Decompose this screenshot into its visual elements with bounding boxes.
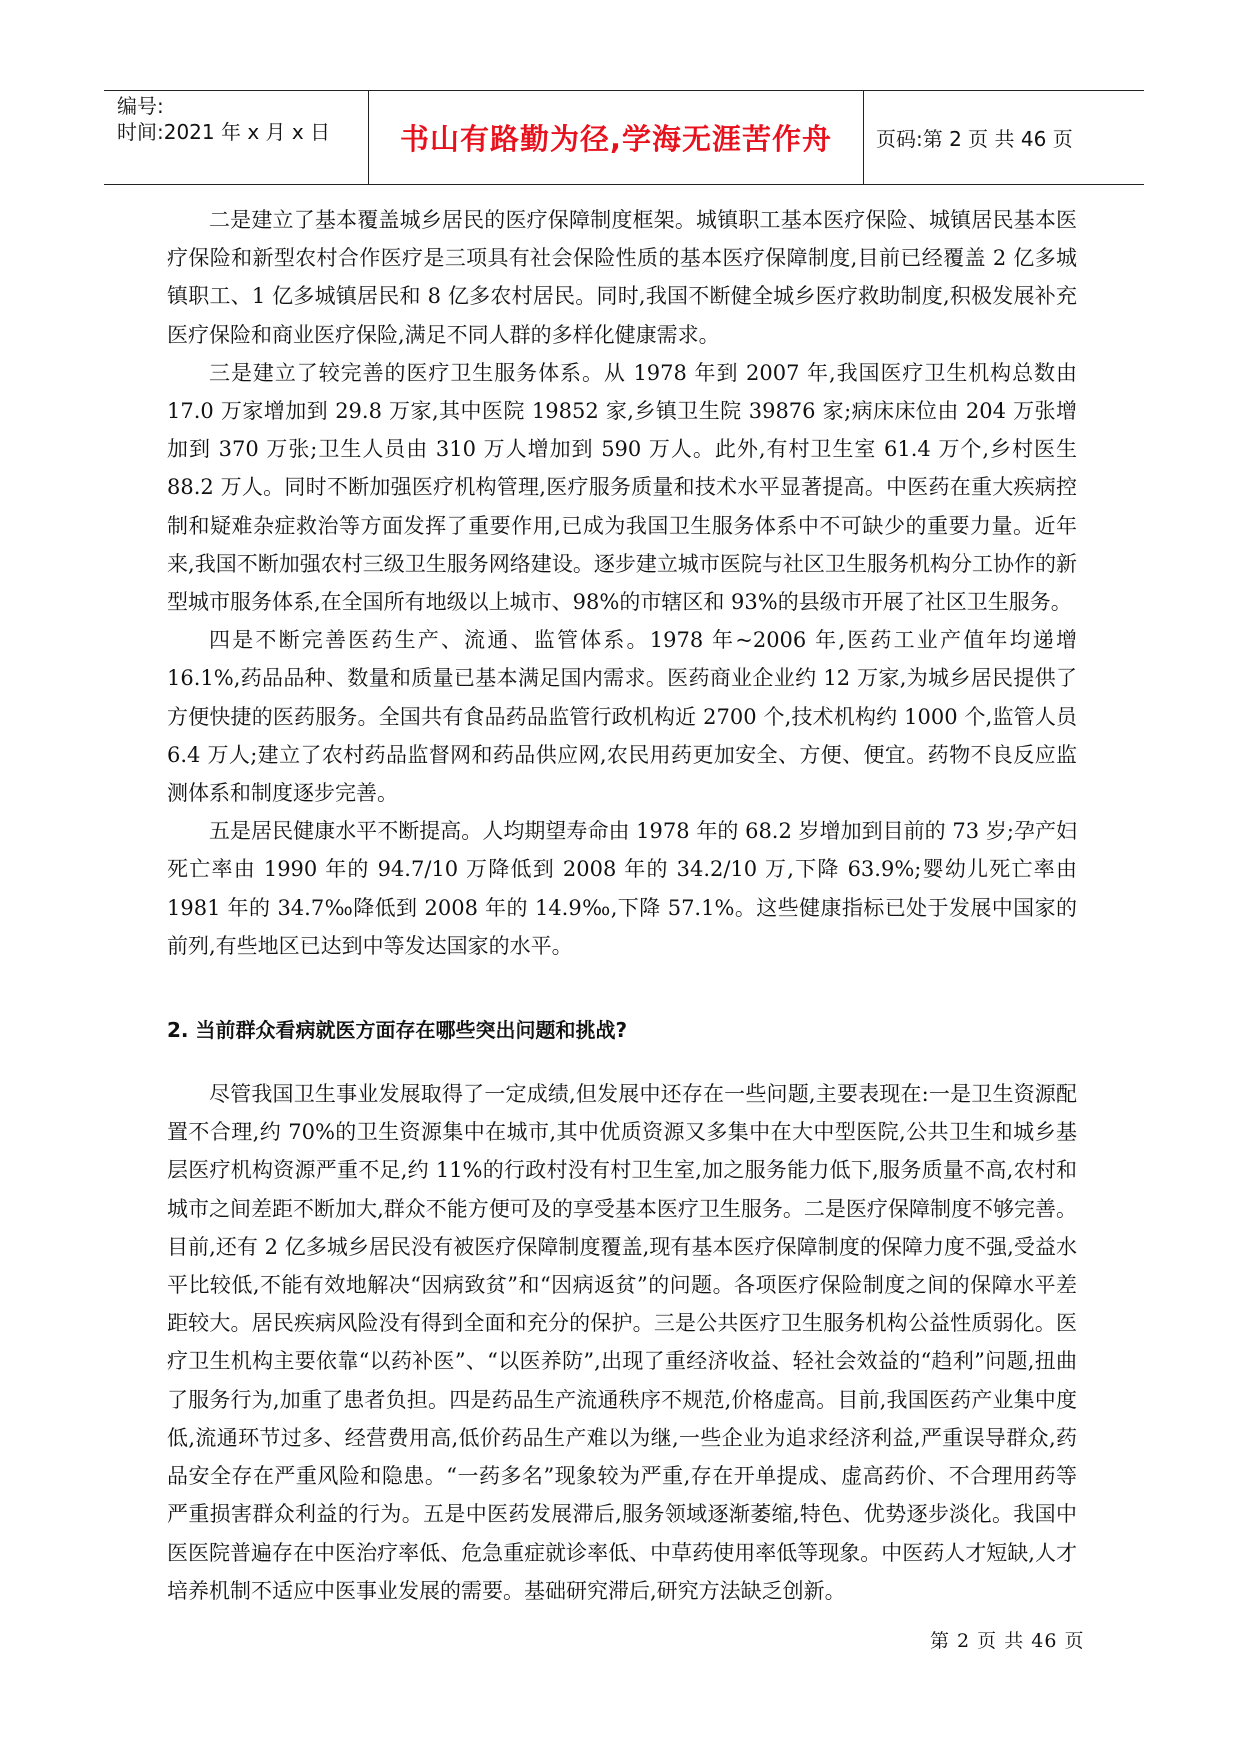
- paragraph-health-level: 五是居民健康水平不断提高。人均期望寿命由 1978 年的 68.2 岁增加到目前的 73 岁;孕产妇死亡率由 1990 年的 94.7/10 万降低到 2008 年的 34.2/10 万,下降 63.9%;婴幼儿死亡率由 1981 年的 34.7‰降低到 2008 年的 14.9‰,下降 57.1%。这些健康指标已处于发展中国家的前列,有些地区已达到中等发达国家的水平。: [167, 819, 1077, 958]
- paragraph-insurance: 二是建立了基本覆盖城乡居民的医疗保障制度框架。城镇职工基本医疗保险、城镇居民基本医疗保险和新型农村合作医疗是三项具有社会保险性质的基本医疗保障制度,目前已经覆盖 2 亿多城镇职工、1 亿多城镇居民和 8 亿多农村居民。同时,我国不断健全城乡医疗救助制度,积极发展补充医疗保险和商业医疗保险,满足不同人群的多样化健康需求。: [167, 208, 1077, 347]
- header-meta-cell: [104, 91, 368, 184]
- section-question-heading: 2. 当前群众看病就医方面存在哪些突出问题和挑战?: [167, 1018, 628, 1043]
- paragraph-service-system: 三是建立了较完善的医疗卫生服务体系。从 1978 年到 2007 年,我国医疗卫生机构总数由 17.0 万家增加到 29.8 万家,其中医院 19852 家,乡镇卫生院 39876 家;病床床位由 204 万张增加到 370 万张;卫生人员由 310 万人增加到 590 万人。此外,有村卫生室 61.4 万个,乡村医生 88.2 万人。同时不断加强医疗机构管理,医疗服务质量和技术水平显著提高。中医药在重大疾病控制和疑难杂症救治等方面发挥了重要作用,已成为我国卫生服务体系中不可缺少的重要力量。近年来,我国不断加强农村三级卫生服务网络建设。逐步建立城市医院与社区卫生服务机构分工协作的新型城市服务体系,在全国所有地级以上城市、98%的市辖区和 93%的县级市开展了社区卫生服务。: [167, 360, 1077, 615]
- header-motto-cell: [368, 91, 864, 184]
- page-header: [104, 90, 1144, 185]
- document-body: [167, 201, 1077, 1610]
- document-number-label: 编号:: [117, 94, 164, 118]
- paragraph-answer: 尽管我国卫生事业发展取得了一定成绩,但发展中还存在一些问题,主要表现在:一是卫生资源配置不合理,约 70%的卫生资源集中在城市,其中优质资源又多集中在大中型医院,公共卫生和城乡基层医疗机构资源严重不足,约 11%的行政村没有村卫生室,加之服务能力低下,服务质量不高,农村和城市之间差距不断加大,群众不能方便可及的享受基本医疗卫生服务。二是医疗保障制度不够完善。目前,还有 2 亿多城乡居民没有被医疗保障制度覆盖,现有基本医疗保障制度的保障力度不强,受益水平比较低,不能有效地解决“因病致贫”和“因病返贫”的问题。各项医疗保险制度之间的保障水平差距较大。居民疾病风险没有得到全面和充分的保护。三是公共医疗卫生服务机构公益性质弱化。医疗卫生机构主要依靠“以药补医”、“以医养防”,出现了重经济收益、轻社会效益的“趋利”问题,扭曲了服务行为,加重了患者负担。四是药品生产流通秩序不规范,价格虚高。目前,我国医药产业集中度低,流通环节过多、经营费用高,低价药品生产难以为继,一些企业为追求经济利益,严重误导群众,药品安全存在严重风险和隐患。“一药多名”现象较为严重,存在开单提成、虚高药价、不合理用药等严重损害群众利益的行为。五是中医药发展滞后,服务领域逐渐萎缩,特色、优势逐步淡化。我国中医医院普遍存在中医治疗率低、危急重症就诊率低、中草药使用率低等现象。中医药人才短缺,人才培养机制不适应中医事业发展的需要。基础研究滞后,研究方法缺乏创新。: [167, 1082, 1077, 1603]
- page-footer: 第 2 页 共 46 页: [930, 1630, 1085, 1652]
- header-page-info: 页码:第 2 页 共 46 页: [876, 127, 1073, 151]
- paragraph-pharma: 四是不断完善医药生产、流通、监管体系。1978 年~2006 年,医药工业产值年均递增 16.1%,药品品种、数量和质量已基本满足国内需求。医药商业企业约 12 万家,为城乡居民提供了方便快捷的医药服务。全国共有食品药品监管行政机构近 2700 个,技术机构约 1000 个,监管人员 6.4 万人;建立了农村药品监督网和药品供应网,农民用药更加安全、方便、便宜。药物不良反应监测体系和制度逐步完善。: [167, 628, 1077, 806]
- header-motto: 书山有路勤为径,学海无涯苦作舟: [399, 122, 833, 156]
- header-page-cell: [862, 91, 1144, 184]
- document-time-label: 时间:2021 年 x 月 x 日: [117, 120, 331, 144]
